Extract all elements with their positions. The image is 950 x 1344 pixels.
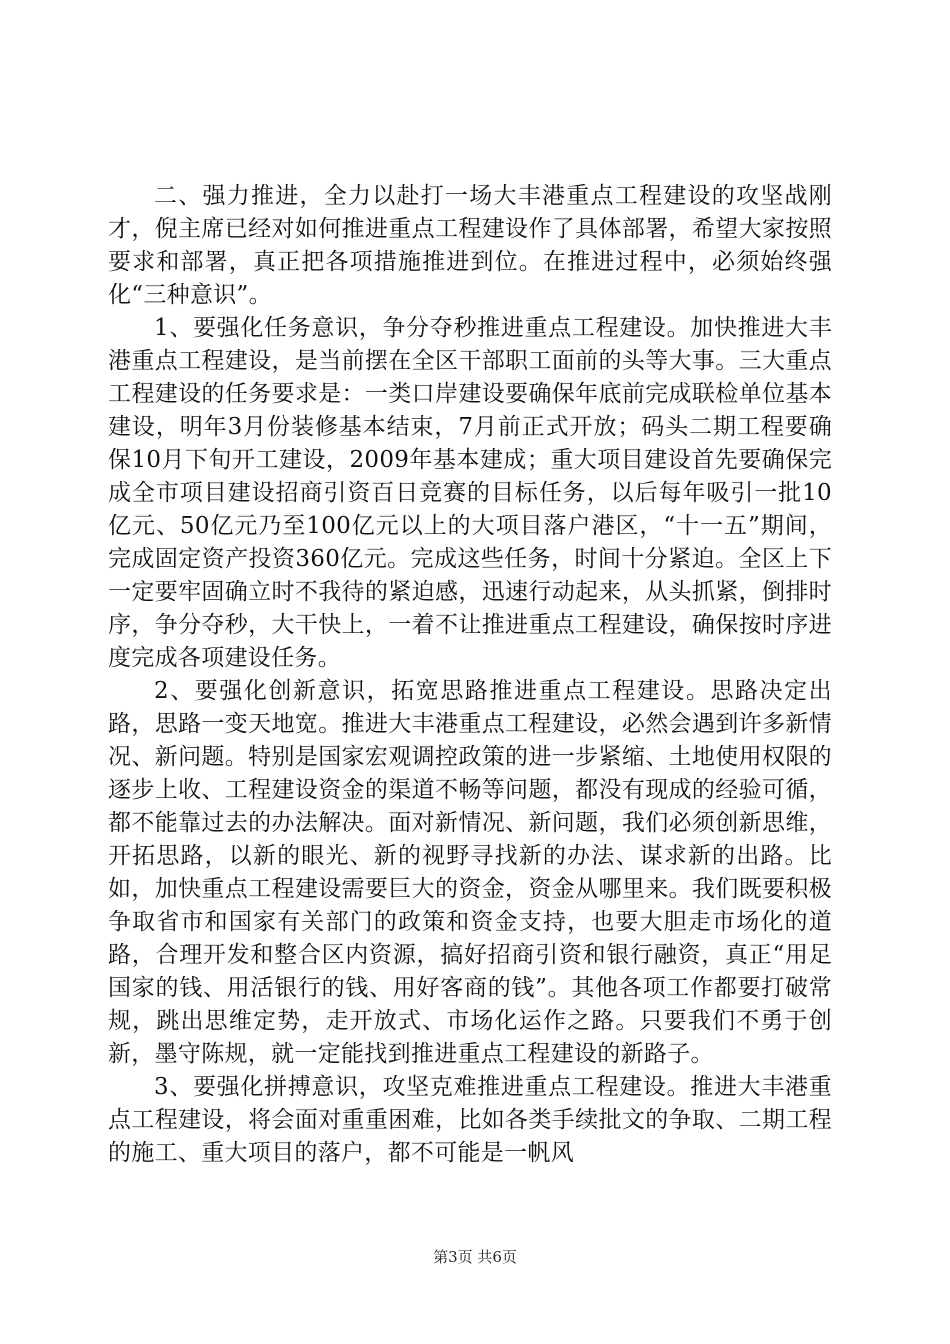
paragraph-task-awareness: 1、要强化任务意识，争分夺秒推进重点工程建设。加快推进大丰港重点工程建设，是当前摆在全区干部职工面前的头等大事。三大重点工程建设的任务要求是：一类口岸建设要确保年底前完成联检单位基本建设，明年3月份装修基本结束，7月前正式开放；码头二期工程要确保10月下旬开工建设，2009年基本建成；重大项目建设首先要确保完成全市项目建设招商引资百日竞赛的目标任务，以后每年吸引一批10亿元、50亿元乃至100亿元以上的大项目落户港区，“十一五”期间，完成固定资产投资360亿元。完成这些任务，时间十分紧迫。全区上下一定要牢固确立时不我待的紧迫感，迅速行动起来，从头抓紧，倒排时序，争分夺秒，大干快上，一着不让推进重点工程建设，确保按时序进度完成各项建设任务。 [108,315,832,671]
document-body [108,180,832,1170]
paragraph-intro: 二、强力推进，全力以赴打一场大丰港重点工程建设的攻坚战刚才，倪主席已经对如何推进重点工程建设作了具体部署，希望大家按照要求和部署，真正把各项措施推进到位。在推进过程中，必须始终强化“三种意识”。 [108,183,832,308]
page-footer: 第3页 共6页 [433,1248,517,1266]
paragraph-innovation-awareness: 2、要强化创新意识，拓宽思路推进重点工程建设。思路决定出路，思路一变天地宽。推进大丰港重点工程建设，必然会遇到许多新情况、新问题。特别是国家宏观调控政策的进一步紧缩、土地使用权限的逐步上收、工程建设资金的渠道不畅等问题，都没有现成的经验可循，都不能靠过去的办法解决。面对新情况、新问题，我们必须创新思维，开拓思路，以新的眼光、新的视野寻找新的办法、谋求新的出路。比如，加快重点工程建设需要巨大的资金，资金从哪里来。我们既要积极争取省市和国家有关部门的政策和资金支持，也要大胆走市场化的道路，合理开发和整合区内资源，搞好招商引资和银行融资，真正“用足国家的钱、用活银行的钱、用好客商的钱”。其他各项工作都要打破常规，跳出思维定势，走开放式、市场化运作之路。只要我们不勇于创新，墨守陈规，就一定能找到推进重点工程建设的新路子。 [108,678,832,1067]
paragraph-struggle-awareness: 3、要强化拼搏意识，攻坚克难推进重点工程建设。推进大丰港重点工程建设，将会面对重重困难，比如各类手续批文的争取、二期工程的施工、重大项目的落户，都不可能是一帆风 [108,1074,832,1166]
